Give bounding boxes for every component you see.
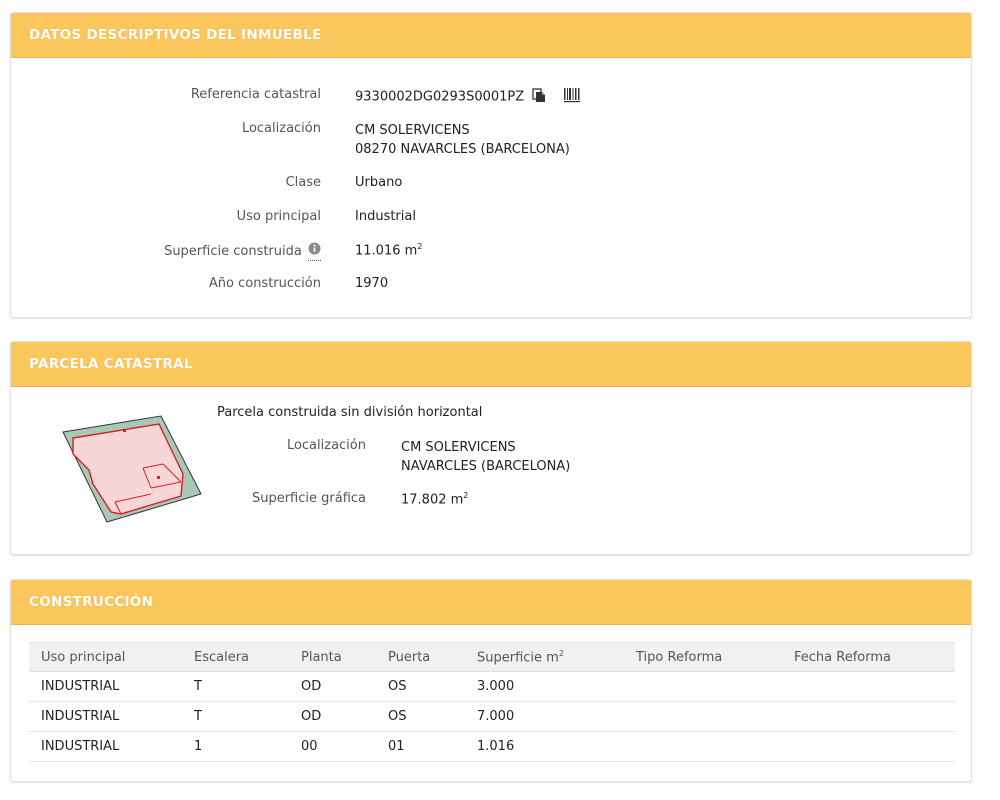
superficie-construida-row-label bbox=[111, 242, 321, 261]
referencia-label: Referencia catastral bbox=[190, 87, 321, 102]
superficie-grafica-sup: 2 bbox=[463, 491, 469, 500]
column-header: Fecha Reforma bbox=[782, 643, 955, 672]
column-header: Puerta bbox=[376, 643, 465, 672]
localizacion-line2: 08270 NAVARCLES (BARCELONA) bbox=[355, 142, 570, 157]
table-cell: OD bbox=[289, 702, 376, 732]
superficie-unit-sup: 2 bbox=[417, 242, 423, 251]
uso-principal-value: Industrial bbox=[355, 209, 416, 224]
table-header-row bbox=[29, 643, 955, 672]
column-header: Escalera bbox=[182, 643, 289, 672]
column-header-label: Superficie m bbox=[477, 650, 559, 666]
parcela-localizacion-label: Localización bbox=[286, 438, 366, 453]
table-cell: 00 bbox=[289, 732, 376, 762]
table-cell: 1 bbox=[182, 732, 289, 762]
superficie-grafica-label: Superficie gráfica bbox=[251, 491, 366, 506]
table-cell bbox=[782, 702, 955, 732]
table-row bbox=[29, 702, 955, 732]
superficie-construida-label: Superficie construida bbox=[164, 244, 302, 259]
clase-value: Urbano bbox=[355, 175, 403, 190]
parcela-catastral-panel bbox=[10, 341, 972, 555]
table-cell: INDUSTRIAL bbox=[29, 732, 182, 762]
table-cell: OS bbox=[376, 702, 465, 732]
datos-descriptivos-panel bbox=[10, 12, 972, 318]
panel-header-parcela: PARCELA CATASTRAL bbox=[11, 342, 971, 387]
panel-header-datos: DATOS DESCRIPTIVOS DEL INMUEBLE bbox=[11, 13, 971, 58]
anio-construccion-value: 1970 bbox=[355, 276, 389, 291]
anio-construccion-label: Año construcción bbox=[208, 276, 321, 291]
localizacion-label: Localización bbox=[241, 121, 321, 136]
table-cell bbox=[782, 732, 955, 762]
parcela-description: Parcela construida sin división horizontal bbox=[217, 405, 483, 420]
superficie-construida-number: 11.016 m bbox=[355, 243, 418, 259]
table-cell: 01 bbox=[376, 732, 465, 762]
table-row bbox=[29, 672, 955, 702]
table-cell: INDUSTRIAL bbox=[29, 702, 182, 732]
table-cell: 1.016 bbox=[465, 732, 624, 762]
panel-header-construccion: CONSTRUCCIÓN bbox=[11, 580, 971, 625]
table-cell: OS bbox=[376, 672, 465, 702]
localizacion-line1: CM SOLERVICENS bbox=[355, 123, 470, 138]
referencia-row bbox=[355, 87, 580, 107]
parcela-localizacion-line2: NAVARCLES (BARCELONA) bbox=[401, 459, 571, 474]
table-cell: T bbox=[182, 702, 289, 732]
table-cell: 7.000 bbox=[465, 702, 624, 732]
localizacion-value bbox=[355, 121, 570, 159]
table-cell: T bbox=[182, 672, 289, 702]
referencia-value: 9330002DG0293S0001PZ bbox=[355, 89, 525, 105]
table-cell: 3.000 bbox=[465, 672, 624, 702]
superficie-grafica-number: 17.802 m bbox=[401, 492, 464, 508]
uso-principal-label: Uso principal bbox=[236, 209, 321, 224]
parcela-localizacion-value bbox=[401, 438, 570, 476]
construccion-table bbox=[29, 642, 955, 762]
column-header: Planta bbox=[289, 643, 376, 672]
column-header: Tipo Reforma bbox=[624, 643, 782, 672]
barcode-icon[interactable] bbox=[564, 87, 580, 107]
table-cell bbox=[624, 702, 782, 732]
table-cell bbox=[782, 672, 955, 702]
table-cell bbox=[624, 672, 782, 702]
column-header: Uso principal bbox=[29, 643, 182, 672]
clase-label: Clase bbox=[285, 175, 321, 190]
superficie-grafica-value bbox=[401, 491, 468, 507]
table-cell: OD bbox=[289, 672, 376, 702]
column-header-sup: 2 bbox=[558, 648, 564, 658]
parcel-map-thumbnail[interactable] bbox=[59, 414, 204, 530]
construccion-panel bbox=[10, 579, 972, 782]
superficie-construida-value bbox=[355, 242, 422, 258]
table-cell: INDUSTRIAL bbox=[29, 672, 182, 702]
parcela-localizacion-line1: CM SOLERVICENS bbox=[401, 440, 516, 455]
copy-icon[interactable] bbox=[532, 88, 546, 107]
table-cell bbox=[624, 732, 782, 762]
column-header-superficie bbox=[465, 643, 624, 672]
table-row bbox=[29, 732, 955, 762]
info-icon[interactable] bbox=[308, 242, 321, 261]
